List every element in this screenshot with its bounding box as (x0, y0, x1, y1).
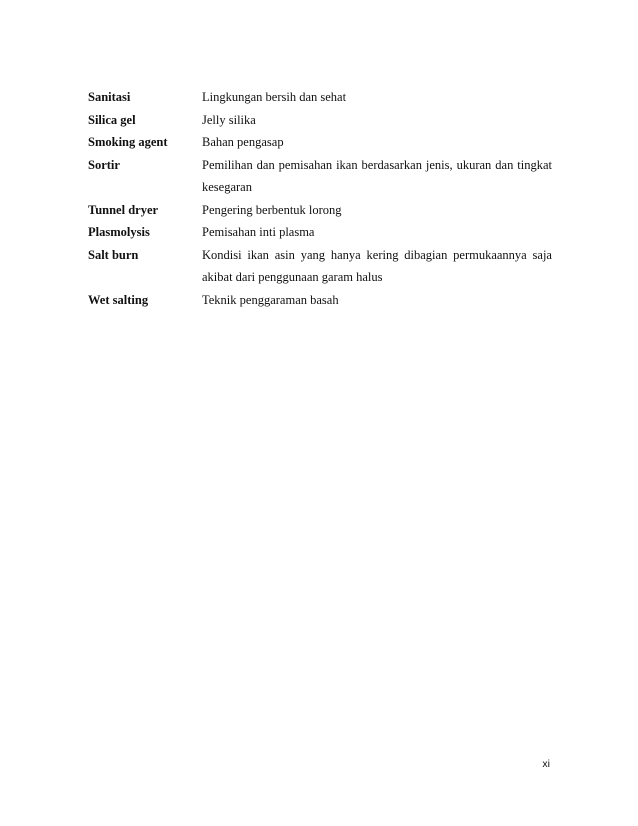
glossary-definition: Jelly silika (202, 112, 256, 127)
glossary-entry-wet-salting (88, 289, 552, 312)
glossary-definition: Pengering berbentuk lorong (202, 202, 342, 217)
glossary-definition: Kondisi ikan asin yang hanya kering dibagian permukaannya saja akibat dari penggunaan garam halus (202, 247, 552, 284)
glossary-term: Plasmolysis (88, 225, 150, 239)
glossary-term: Tunnel dryer (88, 202, 159, 217)
glossary-entry-plasmolysis (88, 221, 552, 244)
glossary-definition: Pemisahan inti plasma (202, 225, 315, 239)
glossary-definition: Pemilihan dan pemisahan ikan berdasarkan jenis, ukuran dan tingkat kesegaran (202, 157, 552, 194)
glossary-entry-tunnel-dryer (88, 199, 552, 222)
glossary-entry-salt-burn (88, 244, 552, 289)
glossary-definition: Teknik penggaraman basah (202, 292, 339, 307)
glossary-term: Sanitasi (88, 90, 131, 104)
glossary-definition: Lingkungan bersih dan sehat (202, 90, 347, 104)
glossary-list (88, 86, 552, 311)
glossary-entry-sortir (88, 154, 552, 199)
glossary-term: Silica gel (88, 112, 136, 127)
glossary-entry-smoking-agent (88, 131, 552, 154)
glossary-term: Salt burn (88, 247, 139, 262)
glossary-entry-silica-gel (88, 109, 552, 132)
glossary-term: Sortir (88, 157, 120, 172)
glossary-definition: Bahan pengasap (202, 135, 284, 149)
glossary-entry-sanitasi (88, 86, 552, 109)
page-number: xi (542, 758, 550, 770)
glossary-term: Smoking agent (88, 135, 168, 149)
glossary-term: Wet salting (88, 292, 149, 307)
